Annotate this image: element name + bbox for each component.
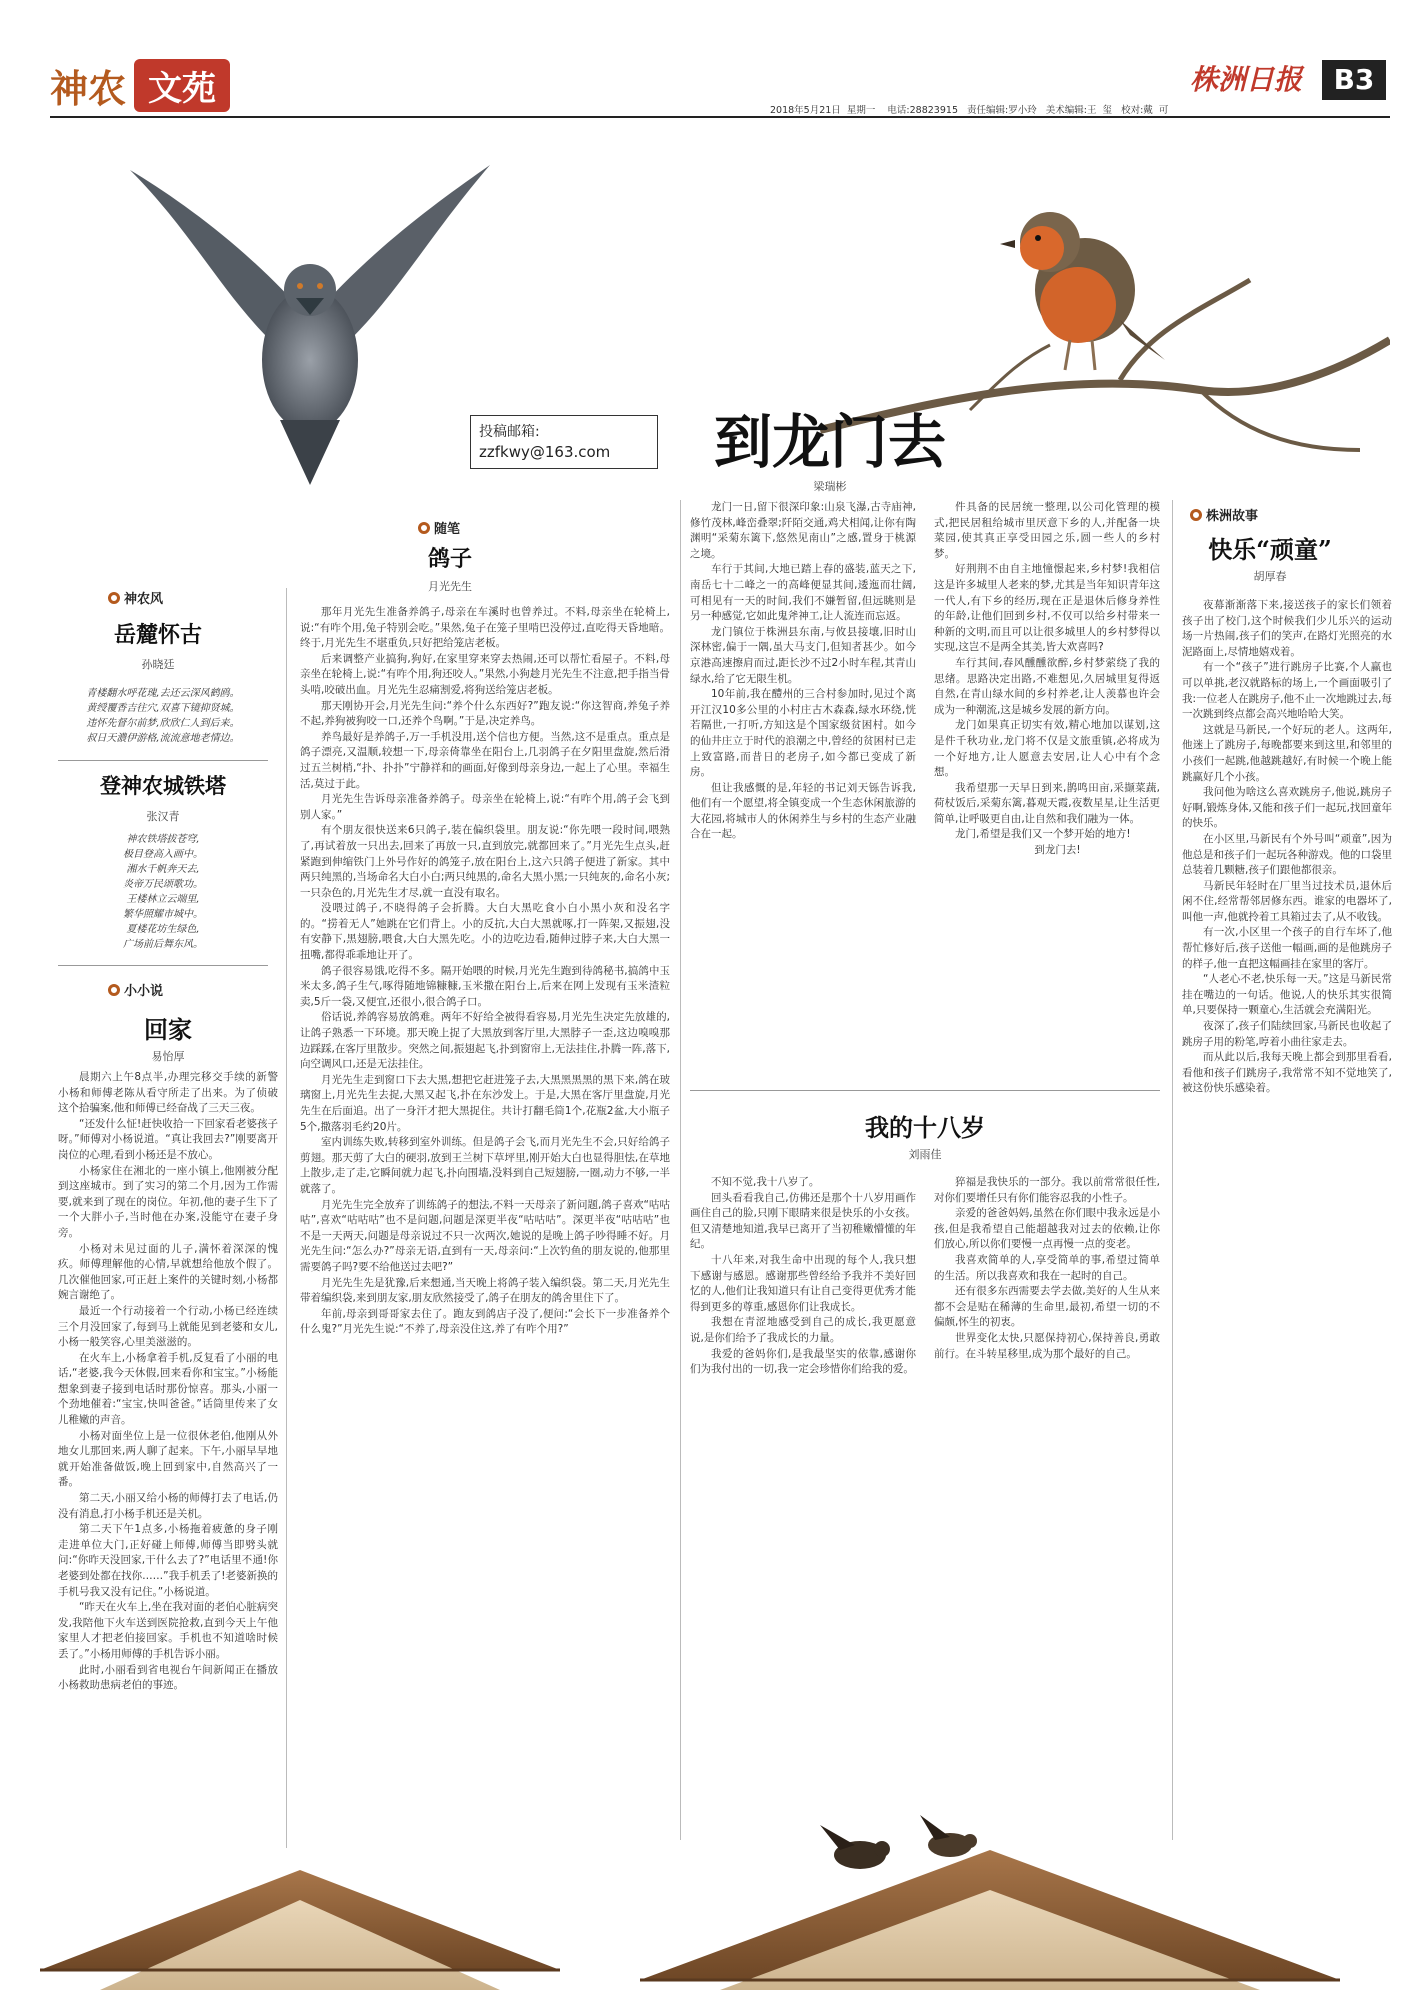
sparrow-image [820, 1805, 1000, 1895]
submission-email[interactable]: zzfkwy@163.com [479, 443, 611, 461]
longmen-author: 梁瑞彬 [813, 480, 847, 493]
tag-dot-icon [418, 522, 430, 534]
roof-image [40, 1820, 1390, 1990]
longmen-body: 龙门一日,留下很深印象:山泉飞瀑,古寺庙神,修竹茂林,峰峦叠翠;阡陌交通,鸡犬相闻,让你有陶渊明“采菊东篱下,悠然见南山”之感,置身于桃源之境。 车行于其间,大地已踏上春的盛装,蓝天之下,南岳七十二峰之一的高峰便显其间,逶迤而壮阔,可相见有一天的时间,我们不嫌暂留,但远眺则是另一种感觉,它如此鬼斧神工,让人流连而忘返。 龙门镇位于株洲县东南,与攸县接壤,旧时山深林密,偏于一隅,虽大马支门,但知者甚少。如今京港高速擦肩而过,距长沙不过2小时车程,其青山绿水,给了它无限生机。 10年前,我在醴州的三合村参加时,见过个离开江汉10多公里的小村庄古木森森,绿水环绕,恍若隔世,一打听,方知这是个国家级贫困村。如今的仙井庄立于时代的浪潮之中,曾经的贫困村已走上致富路,而昔日的老房子,如今都已变成了新房。 但让我感慨的是,年轻的书记刘天铄告诉我,他们有一个愿望,将全镇变成一个生态休闲旅游的大花园,将城市人的休闲养生与乡村的生态产业融合在一起。 件具备的民居统一整理,以公司化管理的模式,把民居租给城市里厌意下乡的人,并配备一块菜园,使其真正享受田园之乐,圆一些人的乡村梦。 好荆荆不由自主地憧憬起来,乡村梦!我相信这是许多城里人老来的梦,尤其是当年知识青年这一代人,有下乡的经历,现在正是退休后修身养性的年龄,让他们回到乡村,不仅可以给乡村带来一种新的文明,而且可以让很多城里人的乡村梦得以实现,这岂不是两全其美,皆大欢喜吗? 车行其间,春风醺醺欲醉,乡村梦萦绕了我的思绪。思路决定出路,不难想见,久居城里复得返自然,在青山绿水间的乡村养老,让人羡慕也许会成为一种潮流,这是城乡发展的新方向。 龙门如果真正切实有效,精心地加以谋划,这是件千秋功业,龙门将不仅是文旅重镇,必将成为一个好地方,让人愿意去安居,让人心中有个念想。 我希望那一天早日到来,鹊鸣田亩,采撷菜蔬,荷杖饭后,采菊东篱,暮观天霞,夜数星星,让生活更简单,让呼吸更自由,让自然和我们融为一体。 龙门,希望是我们又一个梦开始的地方! 到龙门去! [690, 501, 1160, 857]
wantong-body: 夜幕渐渐落下来,接送孩子的家长们领着孩子出了校门,这个时候我们少儿乐兴的运动场一片热闹,孩子们的笑声,在路灯光照亮的水泥路面上,尽情地嬉戏着。 有一个“孩子”进行跳房子比赛,个人赢也可以单挑,老汉就路标的场上,一个画面吸引了我:一位老人在跳房子,他不止一次地跳过去,每一次跳到终点都会高兴地哈哈大笑。 这就是马新民,一个好玩的老人。这两年,他迷上了跳房子,每晚都要来到这里,和邻里的小孩们一起跳,他越跳越好,有时候一个晚上能跳赢好几个小孩。 我问他为啥这么喜欢跳房子,他说,跳房子好啊,锻炼身体,又能和孩子们一起玩,找回童年的快乐。 在小区里,马新民有个外号叫“顽童”,因为他总是和孩子们一起玩各种游戏。他的口袋里总装着几颗糖,孩子们跟他都很亲。 马新民年轻时在厂里当过技术员,退休后闲不住,经常帮邻居修东西。谁家的电器坏了,叫他一声,他就拎着工具箱过去了,从不收钱。 有一次,小区里一个孩子的自行车坏了,他帮忙修好后,孩子送他一幅画,画的是他跳房子的样子,他一直把这幅画挂在家里的客厅。 “人老心不老,快乐每一天。”这是马新民常挂在嘴边的一句话。他说,人的快乐其实很简单,只要保持一颗童心,生活就会充满阳光。 夜深了,孩子们陆续回家,马新民也收起了跳房子用的粉笔,哼着小曲往家走去。 而从此以后,我每天晚上都会到那里看看,看他和孩子们跳房子,我常常不知不觉地笑了,被这份快乐感染着。 [1182, 599, 1392, 1095]
submission-box [470, 415, 658, 469]
submission-label: 投稿邮箱: [479, 424, 540, 440]
tag-dot-icon [108, 984, 120, 996]
divider [58, 965, 268, 966]
brand-logo [50, 58, 230, 113]
meta-line: 2018年5月21日 星期一 电话:28823915 责任编辑:罗小玲 美术编辑:王 玺 校对:戴 可 [770, 105, 1169, 116]
shiba-author: 刘雨佳 [908, 1148, 942, 1161]
divider [690, 1090, 1160, 1091]
longmen-title: 到龙门去 [713, 408, 946, 476]
gezi-author: 月光先生 [428, 580, 472, 593]
huijia-author: 易怡厚 [151, 1050, 185, 1063]
wantong-title: 快乐“顽童” [1208, 535, 1332, 564]
column-rule [1172, 500, 1173, 1840]
yuelu-tag: 神农风 [108, 588, 163, 607]
tietai-poem: 神农铁塔拔苍穹, 极目登高入画中。 湘水千帆奔天去, 炎帝万民颂歌功。 王楼林立云端里, 繁华照耀市城中。 夏楼花坊生绿色, 广场前后舞东风。 [123, 834, 203, 950]
wantong-tag: 株洲故事 [1190, 505, 1258, 524]
tietai-author: 张汉青 [146, 810, 180, 823]
column-rule [680, 500, 681, 1840]
masthead-rule [50, 116, 1390, 118]
column-rule [286, 588, 287, 1848]
huijia-title: 回家 [144, 1015, 192, 1044]
huijia-body: 晨期六上午8点半,办理完移交手续的新警小杨和师傅老陈从看守所走了出来。为了侦破这个拾骗案,他和师傅已经奋战了三天三夜。 “还发什么怔!赶快收拾一下回家看老婆孩子呀。”师傅对小杨说道。“真让我回去?”刚要离开岗位的心理,看到小杨还是不放心。 小杨家住在湘北的一座小镇上,他刚被分配到这座城市。到了实习的第二个月,因为工作需要,就来到了现在的岗位。年初,他的妻子生下了一个大胖小子,当时他在办案,没能守在妻子身旁。 小杨对未见过面的儿子,满怀着深深的愧疚。师傅理解他的心情,早就想给他放个假了。几次催他回家,可正赶上案件的关键时刻,小杨都婉言谢绝了。 最近一个行动接着一个行动,小杨已经连续三个月没回家了,每到马上就能见到老婆和女儿,小杨一般笑容,心里美滋滋的。 在火车上,小杨拿着手机,反复看了小丽的电话,“老婆,我今天休假,回来看你和宝宝。”小杨能想象到妻子接到电话时那份惊喜。那头,小丽一个劲地催着:“宝宝,快叫爸爸。”话筒里传来了女儿稚嫩的声音。 小杨对面坐位上是一位很休老伯,他刚从外地女儿那回来,两人聊了起来。下午,小丽早早地就开始准备做饭,晚上回到家中,自然高兴了一番。 第二天,小丽又给小杨的师傅打去了电话,仍没有消息,打小杨手机还是关机。 第二天下午1点多,小杨拖着疲惫的身子刚走进单位大门,正好碰上师傅,师傅当即劈头就问:“你昨天没回家,干什么去了?”电话里不通!你老婆到处都在找你……”我手机丢了!老婆新换的手机号我又没有记住。”小杨说道。 “昨天在火车上,坐在我对面的老伯心脏病突发,我陪他下火车送到医院抢救,直到今天上午他家里人才把老伯接回家。手机也不知道啥时候丢了。”小杨用师傅的手机告诉小丽。 此时,小丽看到省电视台午间新闻正在播放小杨救助患病老伯的事迹。 [58, 1071, 278, 1692]
wantong-author: 胡厚春 [1253, 570, 1287, 583]
shiba-title: 我的十八岁 [865, 1113, 985, 1142]
tietai-title: 登神农城铁塔 [100, 773, 226, 798]
gezi-body: 那年月光先生准备养鸽子,母亲在车溪时也曾养过。不料,母亲坐在轮椅上,说:“有咋个用,兔子特别会吃。”果然,兔子在笼子里啃巴没停过,直吃得天昏地暗。终于,月光先生不堪重负,只好把给笼店老板。 后来调整产业搞狗,狗好,在家里穿来穿去热闹,还可以帮忙看屋子。不料,母亲坐在轮椅上,说:“有咋个用,狗还咬人。”果然,小狗趁月光先生不注意,把手指当骨头啃,咬破出血。月光先生忍痛割爱,将狗送给笼店老板。 那天刚协开会,月光先生问:“养个什么东西好?”跑友说:“你这智商,养兔子养不起,养狗被狗咬一口,还养个鸟啊。”于是,决定养鸟。 养鸟最好是养鸽子,万一手机没用,送个信也方便。当然,这不是重点。重点是鸽子漂亮,又温顺,较想一下,母亲倚靠坐在阳台上,几羽鸽子在夕阳里盘旋,然后滑过五兰树梢,“扑、扑扑”宁静祥和的画面,好像到母亲身边,一起上了心里。幸福生活,莫过于此。 月光先生告诉母亲准备养鸽子。母亲坐在轮椅上,说:“有咋个用,鸽子会飞到别人家。” 有个朋友很快送来6只鸽子,装在偏织袋里。朋友说:“你先喂一段时间,喂熟了,再试着放一只出去,回来了再放一只,直到放完,就都回来了。”月光先生点头,赶紧跑到伸缩铁门上外号作好的鸽笼子,放在阳台上,这六只鸽子便进了新家。其中两只纯黑的,当场命名大白小白;两只纯黑的,命名大黑小黑;一只纯灰的,命名小灰;一只杂色的,月光先生才尽,就一直没有取名。 没喂过鸽子,不晓得鸽子会折腾。大白大黑吃食小白小黑小灰和没名字的。“捞着无人”她跳在它们背上。小的反抗,大白大黑就啄,打一阵架,又振翅,没有安静下,黑翅膀,喂食,大白大黑先吃。小的边吃边看,随伸过脖子来,大白大黑一扭嘴,都得乖乖地让开了。 鸽子很容易饿,吃得不多。隔开始喂的时候,月光先生跑到待鸽秘书,搞鸽中玉米太多,鸽子生气,啄得随地锦糠糠,玉米撒在阳台上,后来在网上发现有玉米渣粒卖,5斤一袋,又便宜,还很小,很合鸽子口。 俗话说,养鸽容易放鸽难。两年不好给全被得看容易,月光先生决定先放雄的,让鸽子熟悉一下环境。那天晚上捉了大黑放到客厅里,大黑脖子一歪,这边嗅嗅那边踩踩,在客厅里散步。突然之间,振翅起飞,扑到窗帘上,无法挂住,扑腾一阵,落下,向空调风口,还是无法挂住。 月光先生走到窗口下去大黑,想把它赶进笼子去,大黑黑黑黑的黑下来,鸽在玻璃窗上,月光先生去捉,大黑又起飞,扑在东沙发上。于是,大黑在客厅里盘旋,月光先生在后面追。出了一身汗才把大黑捉住。共计打翻毛筒1个,花瓶2盆,大小瓶子5个,撒落羽毛约20片。 室内训练失败,转移到室外训练。但是鸽子会飞,而月光先生不会,只好给鸽子剪翅。那天剪了大白的硬羽,放到王兰树下草坪里,刚开始大白也显得胆怯,在草地上散步,走了走,它瞬间就力起飞,扑向围墙,没料到自己短翅膀,一圈,动力不够,一半就落了。 月光先生完全放弃了训练鸽子的想法,不料一天母亲了新问题,鸽子喜欢“咕咕咕”,喜欢“咕咕咕”也不是问题,问题是深更半夜“咕咕咕”。深更半夜“咕咕咕”也不是一天两天,问题是母亲说过不只一次两次,她说的是晚上鸽子吵得睡不好。月光先生问:“怎么办?”母亲无语,直到有一天,母亲问:“上次钓鱼的朋友说的,他那里需要鸽子吗?要不给他送过去吧?” 月光先生先是犹豫,后来想通,当天晚上将鸽子装入编织袋。第二天,月光先生带着编织袋,来到朋友家,朋友欣然接受了,鸽子在朋友的鸽舍里住下了。 年前,母亲到哥哥家去住了。跑友到鸽店子没了,便问:“会长下一步准备养个什么鬼?”月光先生说:“不养了,母亲没住这,养了有咋个用?” [300, 606, 670, 1336]
yuelu-title: 岳麓怀古 [113, 622, 202, 648]
pigeon-image [120, 140, 500, 510]
yuelu-author: 孙晓廷 [141, 658, 175, 671]
brand-text: 神农 [50, 66, 127, 111]
huijia-tag: 小小说 [108, 980, 163, 999]
gezi-tag: 随笔 [418, 518, 460, 537]
section-badge: 文苑 [134, 59, 230, 112]
gezi-title: 鸽子 [427, 546, 472, 572]
yuelu-poem: 青楼翻水呼花瑰,去还云深风鹤鸥。 黄绶覆香吉往穴,双喜下镜抑贤城。 违怀先督尔前梦,欣欣仁人到后来。 叔日天濃伊游格,流流意地老情边。 [86, 688, 240, 744]
paper-name: 株洲日报 [1190, 63, 1303, 96]
tag-dot-icon [1190, 509, 1202, 521]
tag-dot-icon [108, 592, 120, 604]
divider [58, 760, 268, 761]
shiba-body: 不知不觉,我十八岁了。 回头看看我自己,仿佛还是那个十八岁用画作画住自己的脸,只刚下眼睛来很是快乐的小女孩。但又清楚地知道,我早已离开了当初稚嫩懵懂的年纪。 十八年来,对我生命中出现的每个人,我只想下感谢与感恩。感谢那些曾经给予我并不美好回忆的人,他们让我知道只有让自己变得更优秀才能得到更多的尊重,感恩你们让我成长。 我想在青涩地感受到自己的成长,我更愿意说,是你们给予了我成长的力量。 我爱的爸妈你们,是我最坚实的依靠,感谢你们为我付出的一切,我一定会珍惜你们给我的爱。 猝福是我快乐的一部分。我以前常常很任性,对你们要增任只有你们能容忍我的小性子。 亲爱的爸爸妈妈,虽然在你们眼中我永远是小孩,但是我希望自己能超越我对过去的依赖,让你们放心,所以你们要慢一点再慢一点的变老。 我喜欢简单的人,享受简单的事,希望过简单的生活。所以我喜欢和我在一起时的自己。 还有很多东西需要去学去做,美好的人生从来都不会是贴在稀薄的生命里,最初,希望一切的不偏颇,怀生的初衷。 世界变化太快,只愿保持初心,保持善良,勇敢前行。在斗转星移里,成为那个最好的自己。 [690, 1176, 1160, 1376]
page-number: B3 [1322, 60, 1386, 100]
